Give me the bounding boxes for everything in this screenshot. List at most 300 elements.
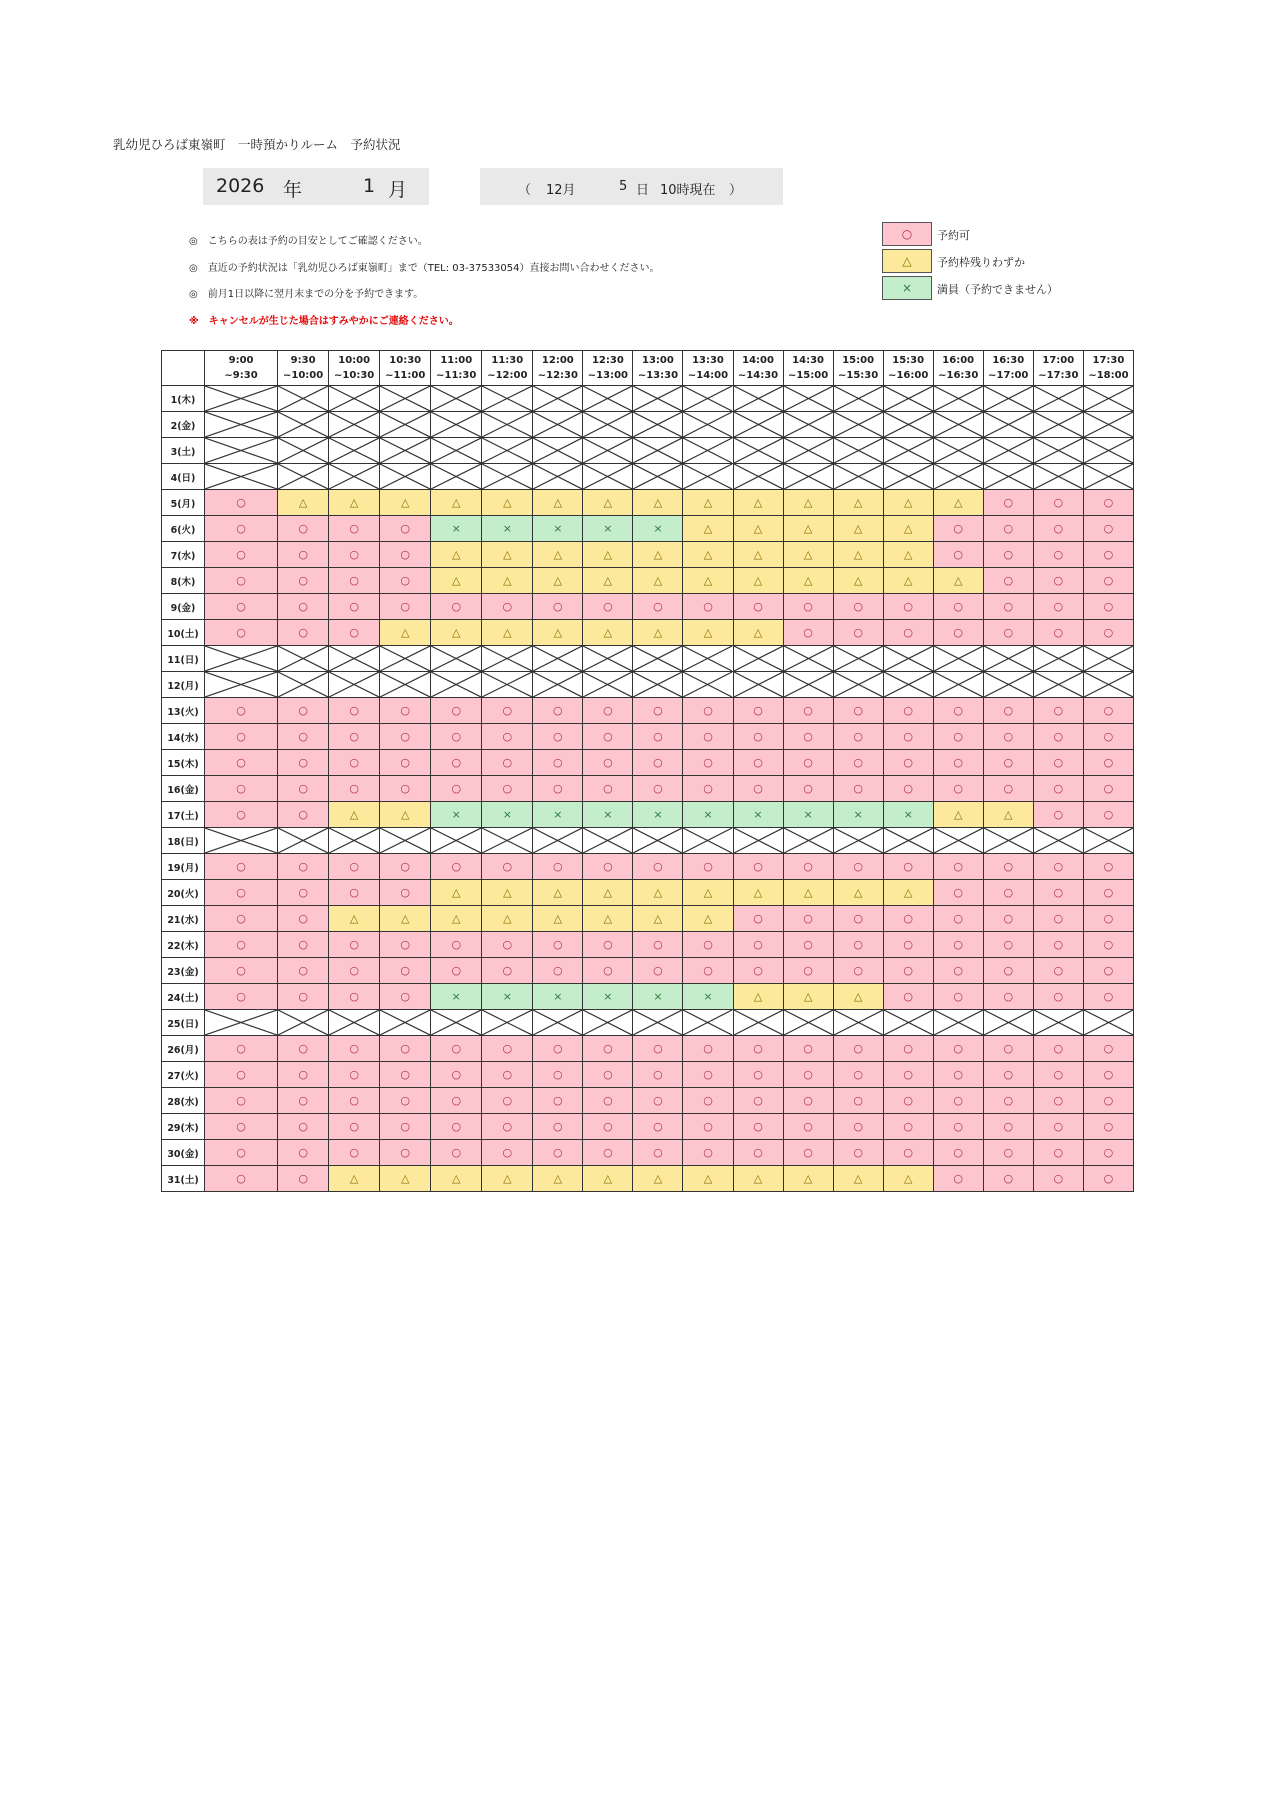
slot-available: ○ (431, 776, 482, 802)
closed-cross-icon (533, 1010, 582, 1035)
slot-available: ○ (431, 854, 482, 880)
slot-available: ○ (1083, 698, 1133, 724)
time-slot-header (933, 351, 983, 386)
slot-closed (983, 386, 1033, 412)
slot-available: ○ (883, 620, 933, 646)
day-label: 25(日) (162, 1010, 205, 1036)
slot-available: ○ (482, 854, 533, 880)
slot-available: ○ (1033, 958, 1083, 984)
slot-full: × (431, 984, 482, 1010)
slot-closed (431, 646, 482, 672)
legend-symbol: × (882, 276, 932, 300)
slot-available: ○ (783, 1114, 833, 1140)
time-slot-end: ~13:00 (587, 370, 628, 381)
slot-closed (633, 1010, 683, 1036)
slot-closed (733, 1010, 783, 1036)
slot-closed (783, 1010, 833, 1036)
slot-closed (883, 672, 933, 698)
closed-cross-icon (431, 464, 481, 489)
closed-cross-icon (431, 672, 481, 697)
slot-few-left: △ (833, 542, 883, 568)
closed-cross-icon (633, 464, 682, 489)
closed-cross-icon (734, 464, 783, 489)
slot-available: ○ (329, 932, 380, 958)
slot-available: ○ (933, 776, 983, 802)
slot-available: ○ (205, 906, 278, 932)
closed-cross-icon (329, 386, 379, 411)
slot-closed (633, 828, 683, 854)
slot-available: ○ (329, 1062, 380, 1088)
slot-available: ○ (683, 698, 733, 724)
slot-available: ○ (633, 932, 683, 958)
closed-cross-icon (431, 412, 481, 437)
slot-few-left: △ (733, 1166, 783, 1192)
time-slot-start: 10:30 (389, 355, 422, 366)
day-label: 11(日) (162, 646, 205, 672)
time-slot-end: ~15:30 (838, 370, 879, 381)
closed-cross-icon (984, 412, 1033, 437)
slot-available: ○ (329, 1114, 380, 1140)
slot-few-left: △ (883, 516, 933, 542)
slot-closed (431, 386, 482, 412)
slot-closed (533, 828, 583, 854)
time-slot-header (883, 351, 933, 386)
time-slot-end: ~14:30 (737, 370, 779, 381)
closed-cross-icon (329, 464, 379, 489)
slot-available: ○ (983, 620, 1033, 646)
closed-cross-icon (278, 412, 328, 437)
closed-cross-icon (984, 828, 1033, 853)
slot-few-left: △ (683, 542, 733, 568)
slot-closed (683, 646, 733, 672)
slot-closed (683, 828, 733, 854)
closed-cross-icon (784, 386, 833, 411)
day-label: 9(金) (162, 594, 205, 620)
slot-few-left: △ (380, 490, 431, 516)
day-label: 2(金) (162, 412, 205, 438)
slot-available: ○ (278, 1140, 329, 1166)
slot-available: ○ (683, 932, 733, 958)
slot-available: ○ (1033, 542, 1083, 568)
slot-closed (431, 438, 482, 464)
day-label: 29(木) (162, 1114, 205, 1140)
slot-few-left: △ (933, 568, 983, 594)
slot-available: ○ (783, 620, 833, 646)
time-slot-end: ~12:30 (537, 370, 578, 381)
slot-closed (431, 828, 482, 854)
time-slot-end: ~11:00 (385, 370, 426, 381)
slot-available: ○ (533, 698, 583, 724)
slot-few-left: △ (583, 620, 633, 646)
slot-few-left: △ (431, 620, 482, 646)
closed-cross-icon (380, 672, 430, 697)
slot-available: ○ (431, 750, 482, 776)
slot-few-left: △ (683, 516, 733, 542)
slot-available: ○ (633, 854, 683, 880)
slot-few-left: △ (633, 490, 683, 516)
slot-few-left: △ (883, 542, 933, 568)
slot-closed (933, 828, 983, 854)
slot-available: ○ (1083, 802, 1133, 828)
slot-closed (1033, 1010, 1083, 1036)
slot-available: ○ (1083, 880, 1133, 906)
closed-cross-icon (934, 672, 983, 697)
closed-cross-icon (1084, 412, 1133, 437)
slot-available: ○ (380, 724, 431, 750)
slot-available: ○ (482, 1062, 533, 1088)
slot-few-left: △ (482, 1166, 533, 1192)
slot-few-left: △ (783, 568, 833, 594)
closed-cross-icon (934, 1010, 983, 1035)
slot-available: ○ (482, 1088, 533, 1114)
slot-available: ○ (329, 880, 380, 906)
closed-cross-icon (482, 646, 532, 671)
slot-available: ○ (482, 698, 533, 724)
slot-closed (1083, 828, 1133, 854)
slot-available: ○ (329, 516, 380, 542)
slot-available: ○ (683, 776, 733, 802)
closed-cross-icon (1034, 828, 1083, 853)
slot-available: ○ (983, 958, 1033, 984)
slot-available: ○ (883, 932, 933, 958)
slot-available: ○ (205, 1140, 278, 1166)
time-slot-end: ~18:00 (1088, 370, 1129, 381)
slot-available: ○ (533, 750, 583, 776)
day-row (162, 932, 1134, 958)
closed-cross-icon (884, 646, 933, 671)
slot-full: × (883, 802, 933, 828)
slot-closed (583, 646, 633, 672)
slot-available: ○ (833, 854, 883, 880)
slot-few-left: △ (482, 568, 533, 594)
slot-closed (683, 464, 733, 490)
slot-available: ○ (205, 776, 278, 802)
slot-few-left: △ (278, 490, 329, 516)
slot-closed (380, 386, 431, 412)
slot-full: × (533, 516, 583, 542)
day-row (162, 1140, 1134, 1166)
slot-available: ○ (933, 594, 983, 620)
slot-available: ○ (533, 776, 583, 802)
slot-available: ○ (482, 958, 533, 984)
slot-available: ○ (633, 1140, 683, 1166)
time-header-row (162, 351, 1134, 386)
slot-available: ○ (380, 594, 431, 620)
closed-cross-icon (784, 464, 833, 489)
slot-available: ○ (1083, 1088, 1133, 1114)
time-slot-start: 12:00 (541, 355, 574, 366)
slot-few-left: △ (633, 568, 683, 594)
closed-cross-icon (984, 672, 1033, 697)
slot-available: ○ (1083, 750, 1133, 776)
slot-closed (933, 464, 983, 490)
day-row (162, 906, 1134, 932)
slot-available: ○ (1033, 984, 1083, 1010)
closed-cross-icon (205, 412, 277, 437)
closed-cross-icon (784, 438, 833, 463)
slot-available: ○ (1083, 1114, 1133, 1140)
slot-available: ○ (683, 1062, 733, 1088)
slot-closed (783, 646, 833, 672)
slot-closed (1033, 438, 1083, 464)
slot-closed (883, 386, 933, 412)
slot-available: ○ (983, 880, 1033, 906)
slot-available: ○ (983, 1062, 1033, 1088)
slot-available: ○ (583, 1036, 633, 1062)
slot-available: ○ (583, 1062, 633, 1088)
slot-available: ○ (783, 724, 833, 750)
slot-available: ○ (633, 1114, 683, 1140)
closed-cross-icon (884, 412, 933, 437)
year-unit: 年 (283, 179, 303, 201)
slot-full: × (683, 984, 733, 1010)
slot-closed (278, 646, 329, 672)
slot-available: ○ (205, 750, 278, 776)
closed-cross-icon (633, 1010, 682, 1035)
slot-available: ○ (1033, 698, 1083, 724)
slot-available: ○ (933, 542, 983, 568)
slot-available: ○ (783, 906, 833, 932)
year-month-box (203, 168, 429, 205)
slot-closed (633, 646, 683, 672)
slot-available: ○ (983, 516, 1033, 542)
slot-closed (733, 464, 783, 490)
closed-cross-icon (205, 672, 277, 697)
closed-cross-icon (482, 386, 532, 411)
slot-closed (329, 386, 380, 412)
closed-cross-icon (1084, 828, 1133, 853)
slot-available: ○ (1083, 854, 1133, 880)
slot-few-left: △ (833, 568, 883, 594)
slot-few-left: △ (329, 1166, 380, 1192)
slot-available: ○ (380, 854, 431, 880)
slot-available: ○ (329, 776, 380, 802)
slot-closed (482, 672, 533, 698)
closed-cross-icon (1034, 1010, 1083, 1035)
slot-few-left: △ (431, 542, 482, 568)
legend-label: 予約枠残りわずか (937, 256, 1025, 269)
slot-available: ○ (431, 1140, 482, 1166)
day-label: 1(木) (162, 386, 205, 412)
slot-few-left: △ (933, 802, 983, 828)
slot-available: ○ (329, 724, 380, 750)
slot-closed (833, 438, 883, 464)
slot-few-left: △ (380, 1166, 431, 1192)
time-slot-end: ~16:30 (938, 370, 979, 381)
slot-closed (783, 412, 833, 438)
day-label: 14(水) (162, 724, 205, 750)
closed-cross-icon (205, 1010, 277, 1035)
slot-full: × (431, 516, 482, 542)
slot-available: ○ (278, 802, 329, 828)
closed-cross-icon (1034, 438, 1083, 463)
slot-closed (633, 464, 683, 490)
slot-available: ○ (833, 1088, 883, 1114)
slot-closed (1083, 412, 1133, 438)
slot-available: ○ (205, 1088, 278, 1114)
slot-available: ○ (633, 594, 683, 620)
slot-closed (329, 828, 380, 854)
slot-available: ○ (983, 724, 1033, 750)
closed-cross-icon (278, 386, 328, 411)
time-slot-header (278, 351, 329, 386)
as-of-close-paren: ） (729, 183, 743, 198)
time-slot-start: 13:00 (642, 355, 674, 366)
slot-available: ○ (380, 568, 431, 594)
slot-available: ○ (431, 958, 482, 984)
closed-cross-icon (934, 828, 983, 853)
slot-available: ○ (733, 698, 783, 724)
day-label: 13(火) (162, 698, 205, 724)
slot-available: ○ (431, 724, 482, 750)
slot-closed (278, 438, 329, 464)
slot-available: ○ (1083, 516, 1133, 542)
closed-cross-icon (329, 412, 379, 437)
closed-cross-icon (533, 828, 582, 853)
slot-available: ○ (983, 594, 1033, 620)
slot-closed (329, 672, 380, 698)
slot-available: ○ (533, 1114, 583, 1140)
as-of-month: 12月 (546, 183, 576, 198)
slot-available: ○ (933, 880, 983, 906)
closed-cross-icon (431, 646, 481, 671)
closed-cross-icon (683, 672, 732, 697)
slot-available: ○ (278, 1088, 329, 1114)
slot-available: ○ (883, 984, 933, 1010)
slot-closed (278, 672, 329, 698)
corner-cell (162, 351, 205, 386)
time-slot-start: 9:30 (290, 355, 316, 366)
slot-closed (1033, 646, 1083, 672)
closed-cross-icon (278, 672, 328, 697)
slot-full: × (431, 802, 482, 828)
closed-cross-icon (633, 386, 682, 411)
slot-available: ○ (733, 1062, 783, 1088)
closed-cross-icon (784, 412, 833, 437)
slot-available: ○ (933, 620, 983, 646)
slot-available: ○ (583, 1114, 633, 1140)
closed-cross-icon (583, 412, 632, 437)
closed-cross-icon (633, 672, 682, 697)
slot-closed (205, 412, 278, 438)
closed-cross-icon (1034, 464, 1083, 489)
slot-available: ○ (783, 854, 833, 880)
day-label: 27(火) (162, 1062, 205, 1088)
slot-closed (733, 412, 783, 438)
slot-closed (633, 412, 683, 438)
time-slot-start: 17:30 (1092, 355, 1125, 366)
slot-closed (733, 828, 783, 854)
slot-few-left: △ (583, 906, 633, 932)
slot-available: ○ (1033, 490, 1083, 516)
slot-available: ○ (1033, 620, 1083, 646)
slot-available: ○ (933, 1114, 983, 1140)
time-slot-start: 11:30 (491, 355, 524, 366)
slot-available: ○ (431, 1114, 482, 1140)
slot-closed (633, 672, 683, 698)
slot-available: ○ (1033, 1088, 1083, 1114)
closed-cross-icon (278, 1010, 328, 1035)
slot-closed (482, 464, 533, 490)
time-slot-end: ~11:30 (436, 370, 477, 381)
closed-cross-icon (380, 438, 430, 463)
slot-closed (783, 438, 833, 464)
day-row (162, 1062, 1134, 1088)
slot-closed (533, 1010, 583, 1036)
slot-closed (1083, 1010, 1133, 1036)
slot-few-left: △ (683, 490, 733, 516)
slot-available: ○ (1083, 984, 1133, 1010)
slot-available: ○ (683, 1088, 733, 1114)
slot-few-left: △ (833, 1166, 883, 1192)
slot-closed (1033, 412, 1083, 438)
slot-available: ○ (1033, 516, 1083, 542)
slot-closed (733, 438, 783, 464)
slot-available: ○ (983, 1088, 1033, 1114)
slot-few-left: △ (533, 1166, 583, 1192)
slot-available: ○ (431, 1062, 482, 1088)
slot-closed (205, 828, 278, 854)
closed-cross-icon (784, 828, 833, 853)
day-label: 16(金) (162, 776, 205, 802)
day-row (162, 854, 1134, 880)
slot-available: ○ (933, 516, 983, 542)
day-label: 6(火) (162, 516, 205, 542)
time-slot-start: 14:30 (792, 355, 824, 366)
slot-available: ○ (380, 542, 431, 568)
closed-cross-icon (431, 438, 481, 463)
slot-available: ○ (783, 1088, 833, 1114)
slot-closed (482, 1010, 533, 1036)
slot-few-left: △ (533, 620, 583, 646)
time-slot-start: 14:00 (742, 355, 774, 366)
slot-available: ○ (278, 750, 329, 776)
slot-available: ○ (783, 698, 833, 724)
time-slot-header (1083, 351, 1133, 386)
closed-cross-icon (683, 464, 732, 489)
slot-available: ○ (733, 958, 783, 984)
note-item: ◎ 前月1日以降に翌月末までの分を予約できます。 (189, 289, 424, 300)
closed-cross-icon (683, 386, 732, 411)
closed-cross-icon (1084, 672, 1133, 697)
slot-available: ○ (983, 542, 1033, 568)
slot-available: ○ (583, 776, 633, 802)
slot-available: ○ (380, 1114, 431, 1140)
day-row (162, 1036, 1134, 1062)
closed-cross-icon (583, 438, 632, 463)
page-title: 乳幼児ひろば東嶺町 一時預かりルーム 予約状況 (113, 137, 401, 152)
slot-few-left: △ (833, 984, 883, 1010)
day-row (162, 750, 1134, 776)
day-label: 3(土) (162, 438, 205, 464)
closed-cross-icon (380, 1010, 430, 1035)
legend-symbol: △ (882, 249, 932, 273)
slot-available: ○ (205, 958, 278, 984)
slot-available: ○ (533, 958, 583, 984)
legend-symbol: ○ (882, 222, 932, 246)
time-slot-header (482, 351, 533, 386)
slot-closed (205, 672, 278, 698)
slot-available: ○ (205, 620, 278, 646)
slot-few-left: △ (431, 1166, 482, 1192)
slot-available: ○ (278, 620, 329, 646)
slot-available: ○ (1083, 594, 1133, 620)
closed-cross-icon (329, 828, 379, 853)
slot-closed (933, 412, 983, 438)
slot-few-left: △ (533, 542, 583, 568)
slot-available: ○ (533, 854, 583, 880)
slot-few-left: △ (533, 906, 583, 932)
